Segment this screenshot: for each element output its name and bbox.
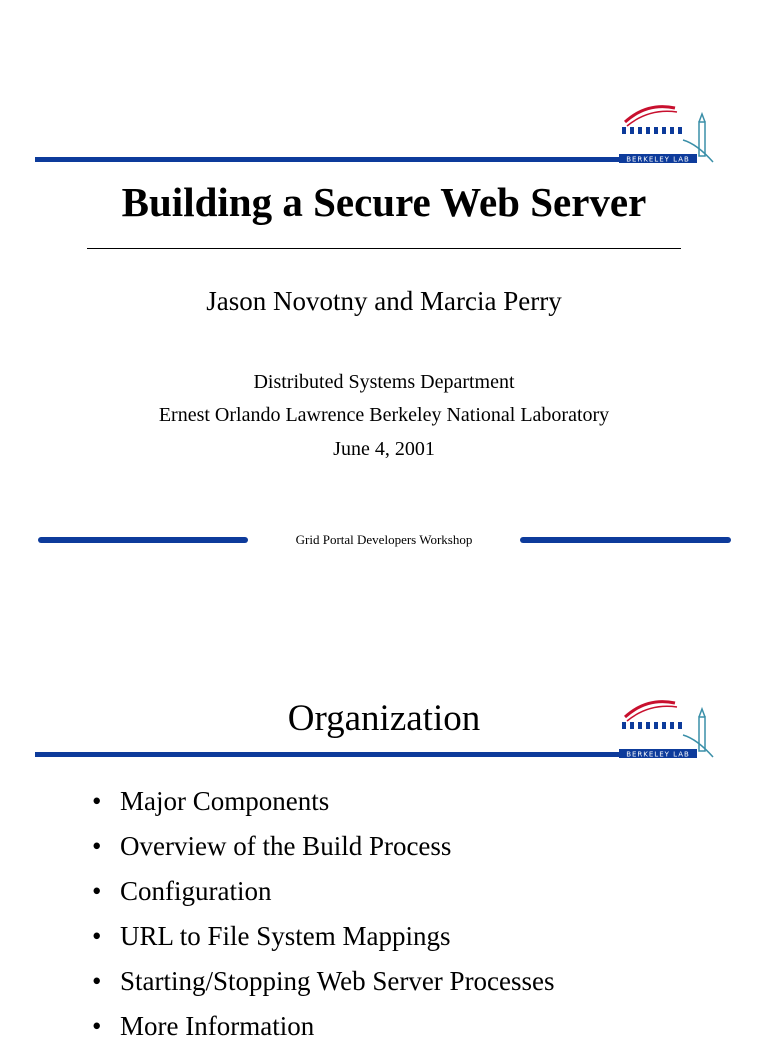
footer-bar-left	[38, 537, 248, 543]
title-rule	[87, 248, 681, 249]
list-item	[92, 786, 742, 831]
bullet-icon: •	[92, 921, 102, 951]
bullet-icon: •	[92, 831, 102, 861]
list-item	[92, 876, 742, 921]
bullet-icon: •	[92, 1011, 102, 1041]
bullet-icon: •	[92, 786, 102, 816]
footer-bar-right	[520, 537, 731, 543]
berkeley-lab-logo	[617, 100, 717, 166]
list-item-text: Overview of the Build Process	[120, 831, 452, 861]
logo-text: BERKELEY LAB	[626, 155, 690, 164]
list-item	[92, 1011, 742, 1056]
slide-title: Organization	[287, 698, 481, 739]
list-item-text: Configuration	[120, 876, 272, 906]
authors: Jason Novotny and Marcia Perry	[206, 286, 562, 316]
bullet-icon: •	[92, 966, 102, 996]
bullet-icon: •	[92, 876, 102, 906]
list-item-text: More Information	[120, 1011, 315, 1041]
list-item	[92, 921, 742, 966]
list-item-text: URL to File System Mappings	[120, 921, 451, 951]
logo-text: BERKELEY LAB	[626, 750, 690, 759]
institution: Ernest Orlando Lawrence Berkeley National Laboratory	[158, 404, 610, 426]
date: June 4, 2001	[333, 438, 435, 460]
footer-text: Grid Portal Developers Workshop	[295, 532, 473, 547]
department: Distributed Systems Department	[253, 371, 515, 393]
berkeley-lab-logo	[617, 695, 717, 761]
slide2-header-bar	[35, 752, 620, 757]
list-item-text: Major Components	[120, 786, 330, 816]
list-item	[92, 831, 742, 876]
slide1-header-bar	[35, 157, 620, 162]
bullet-list	[92, 786, 742, 1056]
list-item	[92, 966, 742, 1011]
list-item-text: Starting/Stopping Web Server Processes	[120, 966, 555, 996]
slide-title: Building a Secure Web Server	[121, 179, 647, 225]
